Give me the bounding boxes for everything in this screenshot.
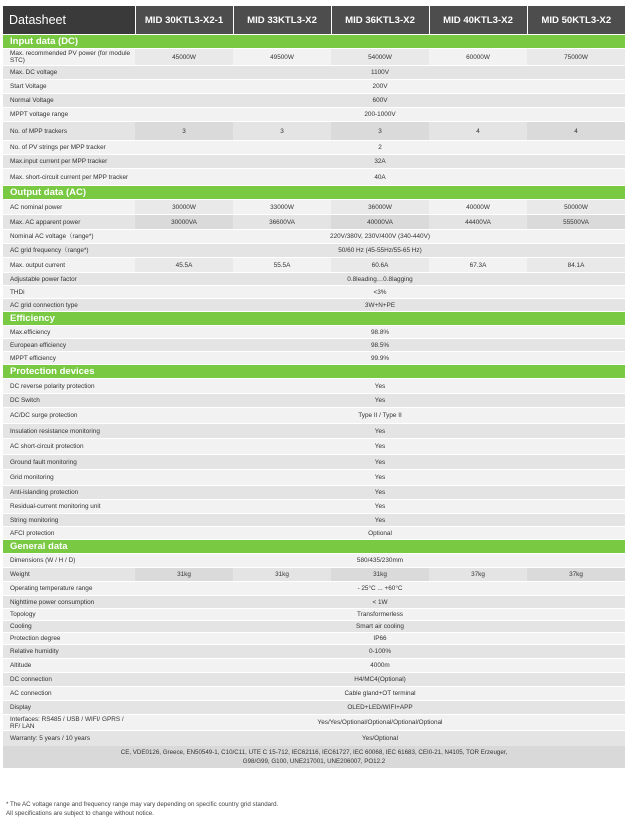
spec-table-body bbox=[3, 35, 625, 768]
spec-value: 50/60 Hz (45-55Hz/55-65 Hz) bbox=[135, 244, 625, 258]
spec-row bbox=[3, 169, 625, 186]
certifications-row bbox=[3, 746, 625, 768]
spec-row bbox=[3, 554, 625, 568]
spec-value: 44400VA bbox=[429, 215, 527, 230]
spec-label: DC Switch bbox=[3, 394, 135, 408]
section-header bbox=[3, 312, 625, 326]
spec-value: 50000W bbox=[527, 200, 625, 215]
spec-value: IP66 bbox=[135, 633, 625, 645]
spec-label: AC grid frequency（range*) bbox=[3, 244, 135, 258]
spec-label: Max. short-circuit current per MPP tracker bbox=[3, 169, 135, 186]
spec-row bbox=[3, 94, 625, 108]
spec-value: 40000VA bbox=[331, 215, 429, 230]
spec-label: Adjustable power factor bbox=[3, 273, 135, 286]
footnote-disclaimer: All specifications are subject to change without notice. bbox=[6, 809, 154, 817]
spec-row bbox=[3, 66, 625, 80]
spec-value: Cable gland+OT terminal bbox=[135, 687, 625, 701]
spec-label: MPPT voltage range bbox=[3, 108, 135, 122]
spec-value: <3% bbox=[135, 286, 625, 299]
section-header bbox=[3, 186, 625, 200]
section-title: Efficiency bbox=[3, 312, 625, 326]
spec-row bbox=[3, 258, 625, 273]
spec-value: 4000m bbox=[135, 659, 625, 673]
spec-row bbox=[3, 339, 625, 352]
spec-value: Yes bbox=[135, 424, 625, 439]
spec-label: Anti-islanding protection bbox=[3, 486, 135, 500]
section-header bbox=[3, 365, 625, 379]
spec-value: 0.8leading…0.8lagging bbox=[135, 273, 625, 286]
spec-value: 4 bbox=[429, 122, 527, 141]
spec-label: AC nominal power bbox=[3, 200, 135, 215]
spec-row bbox=[3, 470, 625, 486]
section-header bbox=[3, 540, 625, 554]
spec-row bbox=[3, 408, 625, 424]
spec-label: DC reverse polarity protection bbox=[3, 379, 135, 394]
spec-value: 75000W bbox=[527, 49, 625, 66]
spec-row bbox=[3, 122, 625, 141]
model-header: MID 30KTL3-X2-1 bbox=[135, 6, 233, 35]
spec-value: 31kg bbox=[233, 568, 331, 582]
certifications-line: G98/G99, G100, UNE217001, UNE206007, PO12.2 bbox=[242, 757, 386, 765]
spec-row bbox=[3, 394, 625, 408]
section-title: Output data (AC) bbox=[3, 186, 625, 200]
spec-value: Yes bbox=[135, 486, 625, 500]
spec-label: Interfaces: RS485 / USB / WIFI/ GPRS / RF/ LAN bbox=[3, 715, 135, 731]
spec-row bbox=[3, 715, 625, 731]
spec-row bbox=[3, 673, 625, 687]
spec-row bbox=[3, 621, 625, 633]
spec-label: Nighttime power consumption bbox=[3, 596, 135, 609]
spec-row bbox=[3, 568, 625, 582]
spec-row bbox=[3, 273, 625, 286]
spec-label: AC short-circuit protection bbox=[3, 439, 135, 455]
spec-row bbox=[3, 582, 625, 596]
model-header: MID 36KTL3-X2 bbox=[331, 6, 429, 35]
spec-value: 45.5A bbox=[135, 258, 233, 273]
spec-value: 200V bbox=[135, 80, 625, 94]
spec-value: Yes bbox=[135, 455, 625, 470]
spec-label: European efficiency bbox=[3, 339, 135, 352]
spec-value: 1100V bbox=[135, 66, 625, 80]
spec-value: 33000W bbox=[233, 200, 331, 215]
spec-row bbox=[3, 527, 625, 540]
spec-value: 200-1000V bbox=[135, 108, 625, 122]
spec-value: 600V bbox=[135, 94, 625, 108]
spec-label: Insulation resistance monitoring bbox=[3, 424, 135, 439]
spec-label: DC connection bbox=[3, 673, 135, 687]
spec-value: - 25°C ... +60°C bbox=[135, 582, 625, 596]
spec-row bbox=[3, 80, 625, 94]
spec-row bbox=[3, 645, 625, 659]
spec-value: 98.5% bbox=[135, 339, 625, 352]
spec-row bbox=[3, 141, 625, 155]
spec-value: < 1W bbox=[135, 596, 625, 609]
spec-row bbox=[3, 633, 625, 645]
spec-row bbox=[3, 439, 625, 455]
spec-row bbox=[3, 731, 625, 746]
spec-row bbox=[3, 379, 625, 394]
spec-value: H4/MC4(Optional) bbox=[135, 673, 625, 687]
spec-label: AC connection bbox=[3, 687, 135, 701]
spec-value: 49500W bbox=[233, 49, 331, 66]
spec-row bbox=[3, 455, 625, 470]
spec-row bbox=[3, 215, 625, 230]
spec-label: Grid monitoring bbox=[3, 470, 135, 486]
spec-label: Protection degree bbox=[3, 633, 135, 645]
spec-label: AFCI protection bbox=[3, 527, 135, 540]
spec-value: 32A bbox=[135, 155, 625, 169]
spec-value: 40000W bbox=[429, 200, 527, 215]
spec-value: 4 bbox=[527, 122, 625, 141]
datasheet-title: Datasheet bbox=[3, 6, 135, 35]
spec-value: 40A bbox=[135, 169, 625, 186]
spec-row bbox=[3, 500, 625, 514]
spec-value: 31kg bbox=[331, 568, 429, 582]
spec-value: Smart air cooling bbox=[135, 621, 625, 633]
spec-label: Warranty: 5 years / 10 years bbox=[3, 731, 135, 746]
spec-value: 3 bbox=[233, 122, 331, 141]
spec-label: Ground fault monitoring bbox=[3, 455, 135, 470]
header-row bbox=[3, 6, 625, 35]
spec-row bbox=[3, 687, 625, 701]
spec-label: Max.input current per MPP tracker bbox=[3, 155, 135, 169]
spec-label: AC/DC surge protection bbox=[3, 408, 135, 424]
spec-value: Yes bbox=[135, 470, 625, 486]
spec-row bbox=[3, 514, 625, 527]
spec-row bbox=[3, 230, 625, 244]
spec-value: 98.8% bbox=[135, 326, 625, 339]
spec-label: MPPT efficiency bbox=[3, 352, 135, 365]
spec-row bbox=[3, 609, 625, 621]
spec-value: Yes/Optional bbox=[135, 731, 625, 746]
spec-value: 37kg bbox=[429, 568, 527, 582]
spec-label: Nominal AC voltage（range*) bbox=[3, 230, 135, 244]
certifications bbox=[3, 746, 625, 768]
spec-label: Start Voltage bbox=[3, 80, 135, 94]
spec-row bbox=[3, 326, 625, 339]
spec-row bbox=[3, 286, 625, 299]
spec-label: Max. DC voltage bbox=[3, 66, 135, 80]
spec-value: 60000W bbox=[429, 49, 527, 66]
certifications-line: CE, VDE0126, Greece, EN50549-1, C10/C11, UTE C 15-712, IEC62116, IEC61727, IEC 60068, IEC 61683, CEI0-21, N4105, TOR Erzeuger, bbox=[120, 748, 508, 756]
spec-row bbox=[3, 659, 625, 673]
spec-value: 36000W bbox=[331, 200, 429, 215]
spec-value: 3W+N+PE bbox=[135, 299, 625, 312]
spec-value: Type II / Type II bbox=[135, 408, 625, 424]
spec-value: 220V/380V, 230V/400V (340-440V) bbox=[135, 230, 625, 244]
spec-value: 36600VA bbox=[233, 215, 331, 230]
spec-label: Max.efficiency bbox=[3, 326, 135, 339]
spec-value: Yes bbox=[135, 500, 625, 514]
spec-row bbox=[3, 299, 625, 312]
spec-row bbox=[3, 352, 625, 365]
spec-label: Normal Voltage bbox=[3, 94, 135, 108]
spec-row bbox=[3, 244, 625, 258]
spec-value: 30000VA bbox=[135, 215, 233, 230]
spec-label: AC grid connection type bbox=[3, 299, 135, 312]
spec-value: 60.6A bbox=[331, 258, 429, 273]
spec-value: 55500VA bbox=[527, 215, 625, 230]
spec-label: Topology bbox=[3, 609, 135, 621]
spec-value: Optional bbox=[135, 527, 625, 540]
spec-label: Operating temperature range bbox=[3, 582, 135, 596]
spec-value: 67.3A bbox=[429, 258, 527, 273]
model-header: MID 40KTL3-X2 bbox=[429, 6, 527, 35]
spec-row bbox=[3, 596, 625, 609]
spec-label: Altitude bbox=[3, 659, 135, 673]
spec-label: No. of MPP trackers bbox=[3, 122, 135, 141]
spec-row bbox=[3, 486, 625, 500]
spec-value: 54000W bbox=[331, 49, 429, 66]
spec-value: 55.5A bbox=[233, 258, 331, 273]
spec-value: 45000W bbox=[135, 49, 233, 66]
spec-label: Dimensions (W / H / D) bbox=[3, 554, 135, 568]
spec-label: Weight bbox=[3, 568, 135, 582]
section-title: Protection devices bbox=[3, 365, 625, 379]
spec-row bbox=[3, 200, 625, 215]
spec-row bbox=[3, 108, 625, 122]
spec-value: 30000W bbox=[135, 200, 233, 215]
spec-value: OLED+LED/WIFI+APP bbox=[135, 701, 625, 715]
spec-value: Yes bbox=[135, 394, 625, 408]
spec-label: Max. AC apparent power bbox=[3, 215, 135, 230]
spec-label: THDi bbox=[3, 286, 135, 299]
section-title: General data bbox=[3, 540, 625, 554]
footnotes bbox=[6, 801, 278, 818]
spec-row bbox=[3, 155, 625, 169]
spec-value: Yes bbox=[135, 439, 625, 455]
model-header: MID 33KTL3-X2 bbox=[233, 6, 331, 35]
section-title: Input data (DC) bbox=[3, 35, 625, 49]
spec-label: No. of PV strings per MPP tracker bbox=[3, 141, 135, 155]
spec-row bbox=[3, 49, 625, 66]
spec-label: Relative humidity bbox=[3, 645, 135, 659]
section-header bbox=[3, 35, 625, 49]
spec-label: Cooling bbox=[3, 621, 135, 633]
spec-value: 84.1A bbox=[527, 258, 625, 273]
spec-label: Max. output current bbox=[3, 258, 135, 273]
datasheet-sheet bbox=[3, 6, 625, 768]
spec-value: Yes/Yes/Optional/Optional/Optional/Optional bbox=[135, 715, 625, 731]
spec-value: 31kg bbox=[135, 568, 233, 582]
spec-label: String monitoring bbox=[3, 514, 135, 527]
spec-value: 3 bbox=[135, 122, 233, 141]
spec-label: Max. recommended PV power (for module STC) bbox=[3, 49, 135, 66]
spec-value: Transformerless bbox=[135, 609, 625, 621]
spec-label: Residual-current monitoring unit bbox=[3, 500, 135, 514]
spec-value: 2 bbox=[135, 141, 625, 155]
model-header: MID 50KTL3-X2 bbox=[527, 6, 625, 35]
spec-value: Yes bbox=[135, 514, 625, 527]
spec-value: 580/435/230mm bbox=[135, 554, 625, 568]
spec-label: Display bbox=[3, 701, 135, 715]
spec-value: 99.9% bbox=[135, 352, 625, 365]
datasheet-table bbox=[3, 6, 625, 768]
spec-value: 3 bbox=[331, 122, 429, 141]
spec-row bbox=[3, 424, 625, 439]
footnote-voltage: * The AC voltage range and frequency range may vary depending on specific country grid standard. bbox=[6, 801, 279, 808]
spec-row bbox=[3, 701, 625, 715]
spec-value: 37kg bbox=[527, 568, 625, 582]
spec-value: 0-100% bbox=[135, 645, 625, 659]
spec-value: Yes bbox=[135, 379, 625, 394]
